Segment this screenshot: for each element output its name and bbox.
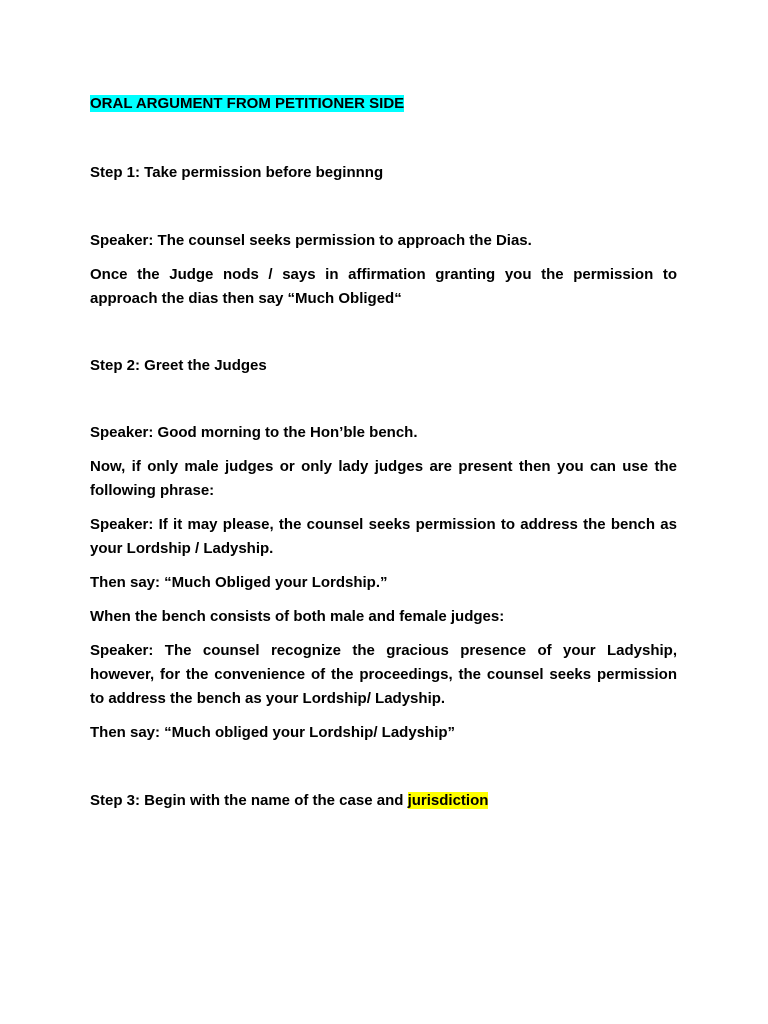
step3-heading <box>90 789 677 813</box>
step2-heading: Step 2: Greet the Judges <box>90 357 267 374</box>
step2-speaker-phrase: Speaker: If it may please, the counsel seeks permission to address the bench as your Lordship / Ladyship. <box>90 516 677 557</box>
document-body <box>90 92 677 813</box>
step2-then-say: Then say: “Much Obliged your Lordship.” <box>90 574 388 591</box>
step2-mixed-then-say: Then say: “Much obliged your Lordship/ Ladyship” <box>90 724 456 741</box>
step1-heading: Step 1: Take permission before beginnng <box>90 164 384 181</box>
step2-mixed-speaker: Speaker: The counsel recognize the gracious presence of your Ladyship, however, for the convenience of the proceedings, the counsel seeks permission to address the bench as your Lordship/ Ladyship. <box>90 642 677 707</box>
step1-instruction: Once the Judge nods / says in affirmation granting you the permission to approach the dias then say “Much Obliged“ <box>90 266 677 307</box>
step3-heading-text: Step 3: Begin with the name of the case and <box>90 792 408 809</box>
jurisdiction-highlight: jurisdiction <box>407 792 489 809</box>
title-highlight: ORAL ARGUMENT FROM PETITIONER SIDE <box>90 95 405 112</box>
step2-condition: Now, if only male judges or only lady judges are present then you can use the following phrase: <box>90 458 677 499</box>
step2-mixed-bench: When the bench consists of both male and female judges: <box>90 608 505 625</box>
step1-speaker-line: Speaker: The counsel seeks permission to approach the Dias. <box>90 232 532 249</box>
document-title <box>90 92 677 116</box>
step2-greeting: Speaker: Good morning to the Hon’ble bench. <box>90 424 418 441</box>
